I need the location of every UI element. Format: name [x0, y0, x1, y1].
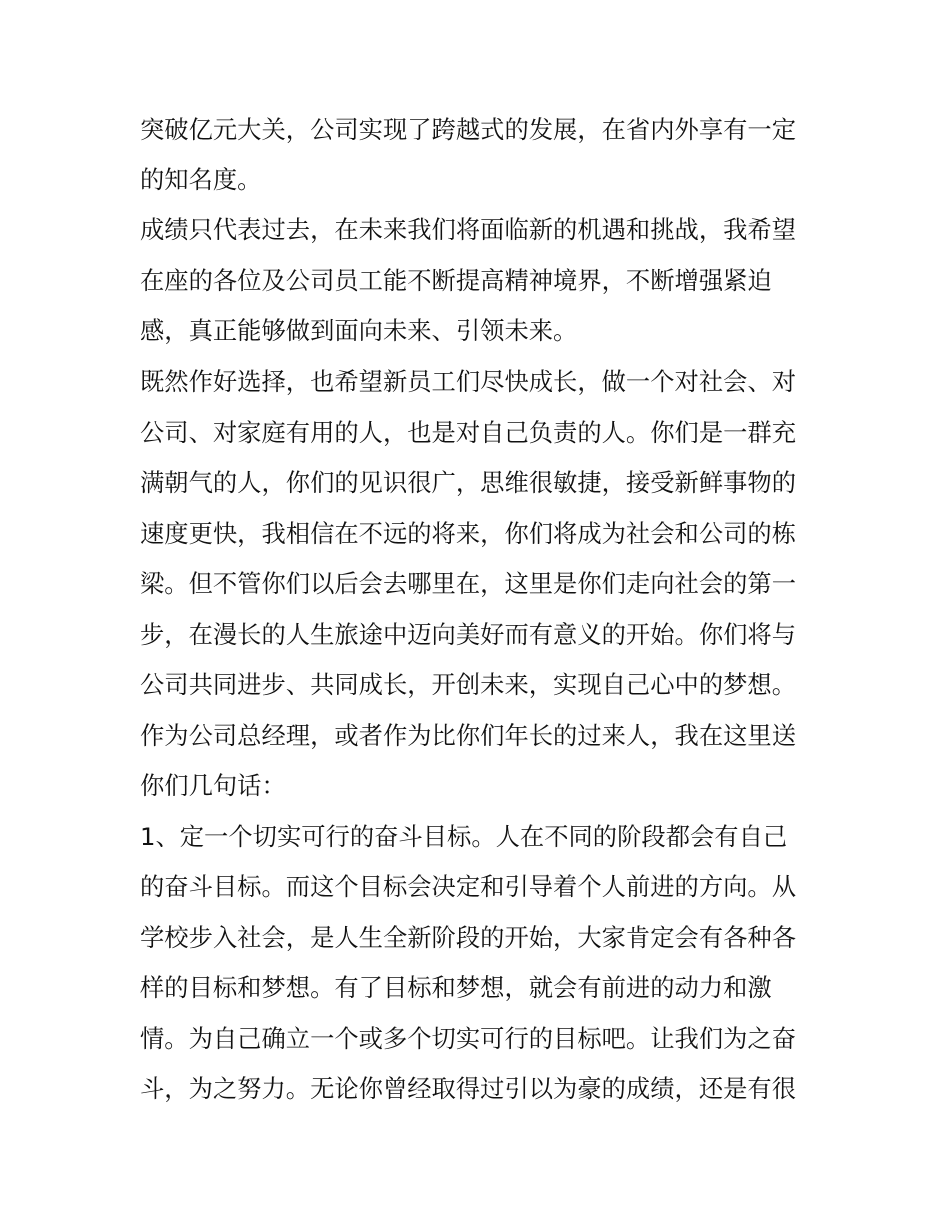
text-line: 情。为自己确立一个或多个切实可行的目标吧。让我们为之奋 [140, 1024, 797, 1053]
text-line: 成绩只代表过去，在未来我们将面临新的机遇和挑战，我希望 [140, 215, 797, 244]
text-line: 的奋斗目标。而这个目标会决定和引导着个人前进的方向。从 [140, 872, 797, 901]
text-line: 满朝气的人，你们的见识很广，思维很敏捷，接受新鲜事物的 [140, 468, 797, 497]
text-line: 突破亿元大关，公司实现了跨越式的发展，在省内外享有一定 [140, 115, 797, 144]
text-line: 作为公司总经理，或者作为比你们年长的过来人，我在这里送 [140, 721, 797, 750]
text-line: 你们几句话： [140, 771, 286, 800]
text-line: 速度更快，我相信在不远的将来，你们将成为社会和公司的栋 [140, 519, 797, 548]
text-line: 斗，为之努力。无论你曾经取得过引以为豪的成绩，还是有很 [140, 1074, 797, 1103]
text-line: 公司共同进步、共同成长，开创未来，实现自己心中的梦想。 [140, 670, 797, 699]
text-line: 在座的各位及公司员工能不断提高精神境界，不断增强紧迫 [140, 266, 772, 295]
text-line: 感，真正能够做到面向未来、引领未来。 [140, 316, 578, 345]
text-line: 的知名度。 [140, 165, 262, 194]
text-line: 既然作好选择，也希望新员工们尽快成长，做一个对社会、对 [140, 367, 797, 396]
text-line: 公司、对家庭有用的人，也是对自己负责的人。你们是一群充 [140, 418, 797, 447]
text-line: 梁。但不管你们以后会去哪里在，这里是你们走向社会的第一 [140, 569, 797, 598]
text-line: 样的目标和梦想。有了目标和梦想，就会有前进的动力和激 [140, 973, 772, 1002]
text-line: 学校步入社会，是人生全新阶段的开始，大家肯定会有各种各 [140, 923, 797, 952]
text-line: 1、定一个切实可行的奋斗目标。人在不同的阶段都会有自己 [140, 822, 788, 851]
text-line: 步，在漫长的人生旅途中迈向美好而有意义的开始。你们将与 [140, 620, 797, 649]
